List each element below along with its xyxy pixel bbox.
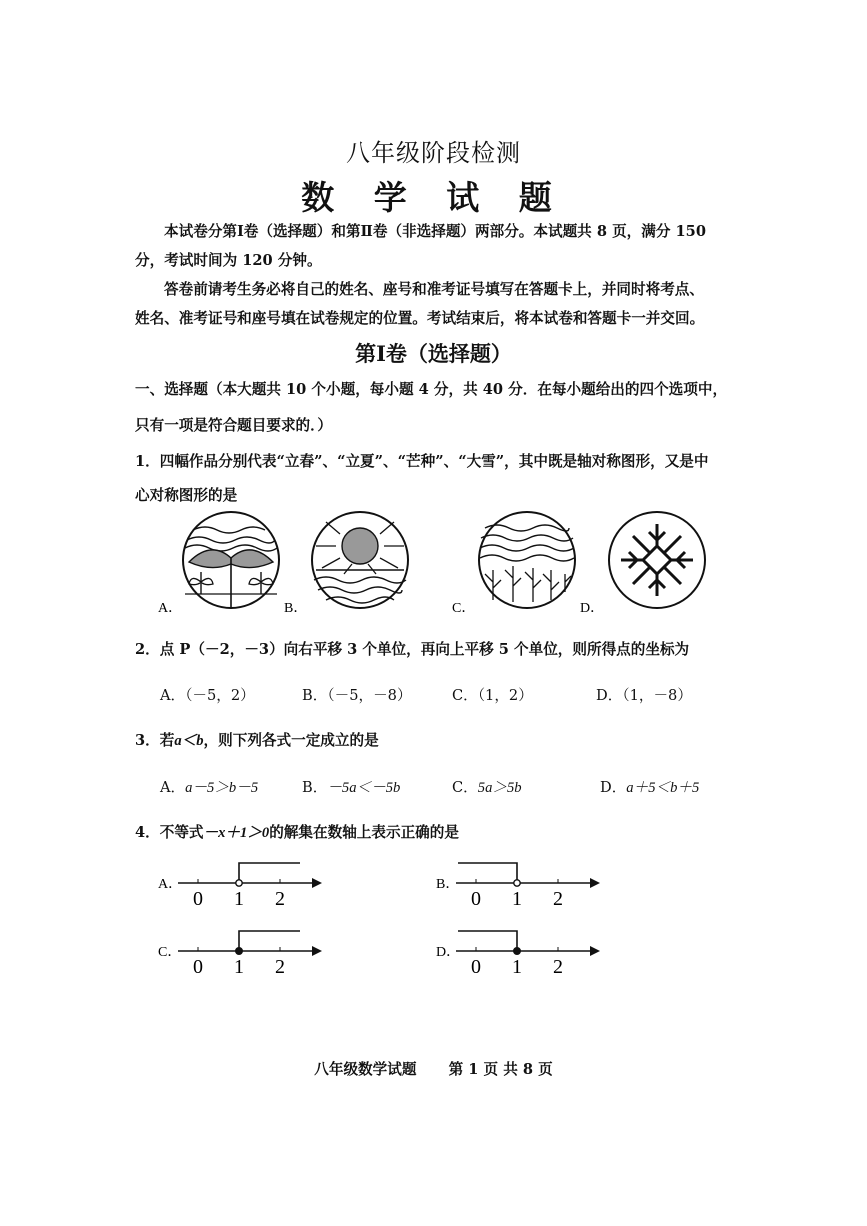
footer-page-number: 第 1 页 共 8 页 bbox=[448, 1061, 553, 1078]
tick-label-2: 2 bbox=[553, 956, 563, 978]
question-3-stem bbox=[135, 729, 379, 750]
question-2-option-c: C．（1，2） bbox=[452, 687, 533, 704]
exam-subtitle: 八年级阶段检测 bbox=[346, 139, 521, 167]
question-2-option-b: B．（－5，－8） bbox=[302, 687, 412, 704]
tick-label-2: 2 bbox=[275, 956, 285, 978]
solution-bracket bbox=[458, 931, 517, 951]
question-3-option-c: C．5a＞5b bbox=[452, 779, 522, 796]
question-4-stem-prefix: 4．不等式 bbox=[135, 824, 204, 841]
question-2-stem: 2．点 P（－2，－3）向右平移 3 个单位，再向上平移 5 个单位，则所得点的坐标为 bbox=[135, 641, 690, 658]
axis-arrow bbox=[590, 878, 600, 888]
exam-title: 数 学 试 题 bbox=[301, 178, 566, 217]
question-3-stem-suffix: ，则下列各式一定成立的是 bbox=[203, 732, 379, 749]
number-line-c bbox=[158, 931, 322, 978]
axis-arrow bbox=[590, 946, 600, 956]
tick-label-0: 0 bbox=[193, 956, 203, 978]
tick-label-2: 2 bbox=[553, 888, 563, 910]
question-4-stem bbox=[135, 821, 459, 842]
solution-bracket bbox=[239, 931, 300, 951]
axis-arrow bbox=[312, 878, 322, 888]
question-1-option-b: B． bbox=[284, 601, 308, 616]
intro-2-line-2: 姓名、准考证号和座号填在试卷规定的位置。考试结束后，将本试卷和答题卡一并交回。 bbox=[135, 310, 705, 327]
grass-field-icon bbox=[479, 512, 575, 608]
open-point bbox=[514, 880, 520, 886]
instruction-line-2: 只有一项是符合题目要求的．） bbox=[135, 417, 333, 434]
intro-paragraph-2 bbox=[135, 275, 740, 333]
open-point bbox=[236, 880, 242, 886]
number-line-d bbox=[436, 931, 600, 978]
question-2-option-d: D．（1，－8） bbox=[596, 687, 692, 704]
tick-label-1: 1 bbox=[234, 956, 244, 978]
tick-label-0: 0 bbox=[193, 888, 203, 910]
question-4-stem-suffix: 的解集在数轴上表示正确的是 bbox=[269, 824, 459, 841]
tick-label-0: 0 bbox=[471, 956, 481, 978]
sprout-landscape-icon bbox=[183, 512, 279, 608]
intro-2-line-1: 答卷前请考生务必将自己的姓名、座号和准考证号填写在答题卡上，并同时将考点、 bbox=[164, 281, 704, 298]
question-4-option-b: B． bbox=[436, 877, 460, 892]
solution-bracket bbox=[458, 863, 517, 883]
instruction-line-1: 一、选择题（本大题共 10 个小题，每小题 4 分，共 40 分．在每小题给出的四个选项中， bbox=[135, 381, 728, 398]
question-3-stem-prefix: 3．若 bbox=[135, 732, 175, 749]
sun-rays-icon bbox=[312, 512, 408, 608]
solution-bracket bbox=[239, 863, 300, 883]
footer-subject: 八年级数学试题 bbox=[314, 1061, 417, 1078]
snowflake-icon bbox=[609, 512, 705, 608]
question-1-stem-line-1: 1．四幅作品分别代表“立春”、“立夏”、“芒种”、“大雪”，其中既是轴对称图形，又是中 bbox=[135, 453, 709, 470]
question-4-stem-math: －x＋1＞0 bbox=[203, 825, 270, 841]
question-2-option-a: A．（－5，2） bbox=[160, 687, 255, 704]
axis-arrow bbox=[312, 946, 322, 956]
question-3-option-a: A．a－5＞b－5 bbox=[160, 779, 259, 796]
closed-point bbox=[236, 948, 243, 955]
question-1-option-a: A． bbox=[158, 601, 183, 616]
tick-label-1: 1 bbox=[512, 888, 522, 910]
question-4-option-a: A． bbox=[158, 877, 183, 892]
question-1-stem-line-2: 心对称图形的是 bbox=[135, 487, 238, 504]
tick-label-1: 1 bbox=[512, 956, 522, 978]
tick-label-0: 0 bbox=[471, 888, 481, 910]
question-3-option-d: D．a＋5＜b＋5 bbox=[600, 779, 700, 796]
question-1-figures bbox=[158, 508, 730, 618]
tick-label-1: 1 bbox=[234, 888, 244, 910]
question-4-option-c: C． bbox=[158, 945, 182, 960]
number-line-b bbox=[436, 863, 600, 910]
question-3-option-b: B．－5a＜－5b bbox=[302, 779, 401, 796]
question-1-option-d: D． bbox=[580, 601, 605, 616]
page-footer bbox=[0, 1058, 867, 1079]
intro-1-line-1: 本试卷分第Ⅰ卷（选择题）和第Ⅱ卷（非选择题）两部分。本试题共 8 页，满分 150 bbox=[164, 223, 706, 240]
question-4-number-lines bbox=[150, 850, 620, 980]
section-title: 第Ⅰ卷（选择题） bbox=[355, 341, 512, 366]
intro-1-line-2: 分，考试时间为 120 分钟。 bbox=[135, 252, 322, 269]
question-4-option-d: D． bbox=[436, 945, 461, 960]
question-1-option-c: C． bbox=[452, 601, 476, 616]
intro-paragraph-1 bbox=[135, 217, 740, 275]
tick-label-2: 2 bbox=[275, 888, 285, 910]
number-line-a bbox=[158, 863, 322, 910]
question-3-stem-math: a＜b bbox=[174, 733, 204, 749]
closed-point bbox=[514, 948, 521, 955]
